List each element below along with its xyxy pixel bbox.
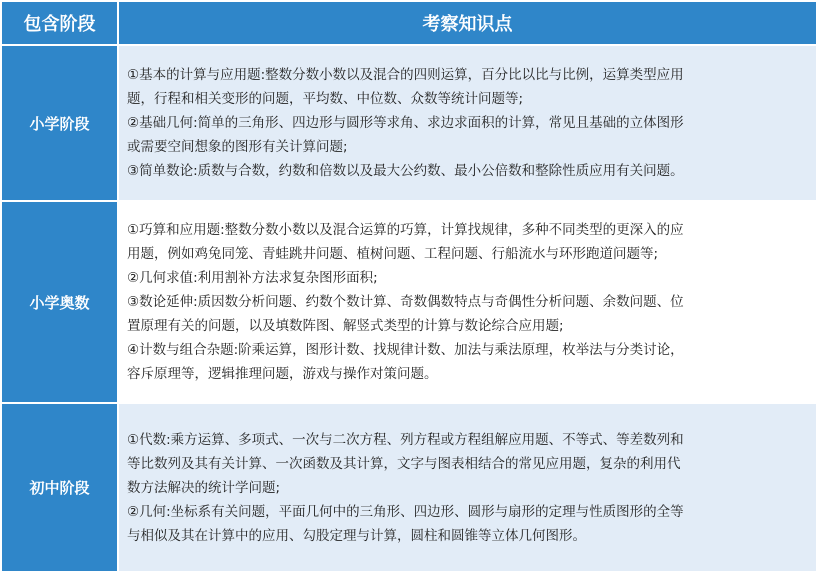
content-line: ①基本的计算与应用题:整数分数小数以及混合的四则运算，百分比以比与比例，运算类型应用 <box>127 67 684 83</box>
header-stage: 包含阶段 <box>2 2 117 44</box>
content-line: ②几何求值:利用割补方法求复杂图形面积; <box>127 270 378 286</box>
content-line: 等比数列及其有关计算、一次函数及其计算，文字与图表相结合的常见应用题，复杂的利用代 <box>127 455 681 472</box>
content-line: 数方法解决的统计学问题; <box>127 479 281 496</box>
content-line: ③数论延伸:质因数分析问题、约数个数计算、奇数偶数特点与奇偶性分析问题、余数问题、位 <box>127 294 684 310</box>
content-line: 用题，例如鸡兔同笼、青蛙跳井问题、植树问题、工程问题、行船流水与环形跑道问题等; <box>127 246 659 262</box>
stage-cell-middle-school: 初中阶段 <box>2 404 117 571</box>
content-line: ①巧算和应用题:整数分数小数以及混合运算的巧算，计算找规律，多种不同类型的更深入的应 <box>127 222 684 238</box>
content-line: ③简单数论:质数与合数，约数和倍数以及最大公约数、最小公倍数和整除性质应用有关问题。 <box>127 163 684 179</box>
content-line: 容斥原理等，逻辑推理问题，游戏与操作对策问题。 <box>127 366 438 382</box>
content-cell-primary <box>119 46 816 200</box>
content-line: 置原理有关的问题，以及填数阵图、解竖式类型的计算与数论综合应用题; <box>127 318 564 334</box>
content-line: 与相似及其在计算中的应用、勾股定理与计算，圆柱和圆锥等立体几何图形。 <box>127 527 586 544</box>
content-line: 题，行程和相关变形的问题，平均数、中位数、众数等统计问题等; <box>127 91 524 107</box>
content-line: ②几何:坐标系有关问题，平面几何中的三角形、四边形、圆形与扇形的定理与性质图形的全等 <box>127 503 684 520</box>
stage-cell-primary: 小学阶段 <box>2 46 117 200</box>
content-line: ④计数与组合杂题:阶乘运算，图形计数、找规律计数、加法与乘法原理，枚举法与分类讨论， <box>127 342 684 358</box>
content-cell-middle-school <box>119 404 816 571</box>
content-line: ②基础几何:简单的三角形、四边形与圆形等求角、求边求面积的计算，常见且基础的立体图形 <box>127 115 684 131</box>
content-line: 或需要空间想象的图形有关计算问题; <box>127 139 348 155</box>
content-line: ①代数:乘方运算、多项式、一次与二次方程、列方程或方程组解应用题、不等式、等差数列和 <box>127 431 684 448</box>
stage-cell-olympiad: 小学奥数 <box>2 202 117 402</box>
header-knowledge: 考察知识点 <box>119 2 816 44</box>
content-cell-olympiad <box>119 202 816 402</box>
